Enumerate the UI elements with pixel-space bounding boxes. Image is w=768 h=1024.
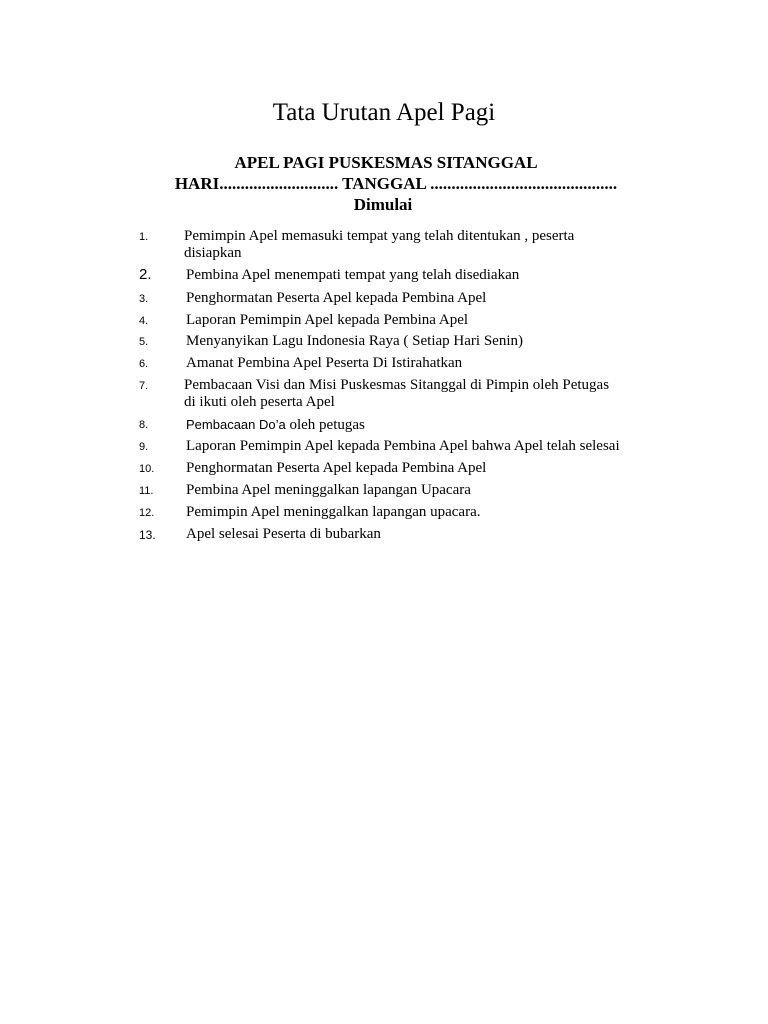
item-number: 6.	[139, 358, 149, 370]
heading-organization: APEL PAGI PUSKESMAS SITANGGAL	[234, 153, 538, 172]
item-text: Penghormatan Peserta Apel kepada Pembina Apel	[186, 290, 487, 306]
document-title: Tata Urutan Apel Pagi	[272, 99, 496, 126]
item-text: Pembacaan Do’a oleh petugas	[186, 417, 365, 433]
item-number: 10.	[139, 463, 155, 475]
item-text: Pembina Apel menempati tempat yang telah disediakan	[186, 267, 520, 283]
item-text: Menyanyikan Lagu Indonesia Raya ( Setiap Hari Senin)	[186, 333, 523, 349]
item-number: 12.	[139, 507, 155, 519]
item-number: 13.	[139, 528, 156, 542]
item-number: 5.	[139, 336, 149, 348]
heading-day-date: HARI............................ TANGGAL ............................................	[174, 174, 618, 193]
item-text: Pembacaan Visi dan Misi Puskesmas Sitanggal di Pimpin oleh Petugas di ikuti oleh peserta Apel	[184, 377, 684, 411]
item-number: 2.	[139, 266, 152, 283]
item-text: Apel selesai Peserta di bubarkan	[186, 526, 381, 542]
item-text: Pemimpin Apel meninggalkan lapangan upacara.	[186, 504, 481, 520]
item-number: 4.	[139, 315, 149, 327]
item-number: 3.	[139, 293, 149, 305]
item-text-continuation: di ikuti oleh peserta Apel	[184, 394, 335, 410]
item-text: Laporan Pemimpin Apel kepada Pembina Apel	[186, 312, 469, 328]
item-number: 11.	[139, 485, 154, 497]
item-text-continuation: disiapkan	[184, 245, 242, 261]
heading-start: Dimulai	[353, 195, 413, 214]
item-text: Pemimpin Apel memasuki tempat yang telah ditentukan , peserta disiapkan	[184, 228, 684, 262]
item-text: Pembina Apel meninggalkan lapangan Upacara	[186, 482, 471, 498]
item-number: 8.	[139, 419, 149, 431]
item-number: 9.	[139, 441, 149, 453]
item-text: Laporan Pemimpin Apel kepada Pembina Apel bahwa Apel telah selesai	[186, 438, 620, 454]
item-number: 1.	[139, 231, 149, 243]
item-text: Penghormatan Peserta Apel kepada Pembina Apel	[186, 460, 487, 476]
item-text: Amanat Pembina Apel Peserta Di Istirahatkan	[186, 355, 463, 371]
item-number: 7.	[139, 380, 149, 392]
